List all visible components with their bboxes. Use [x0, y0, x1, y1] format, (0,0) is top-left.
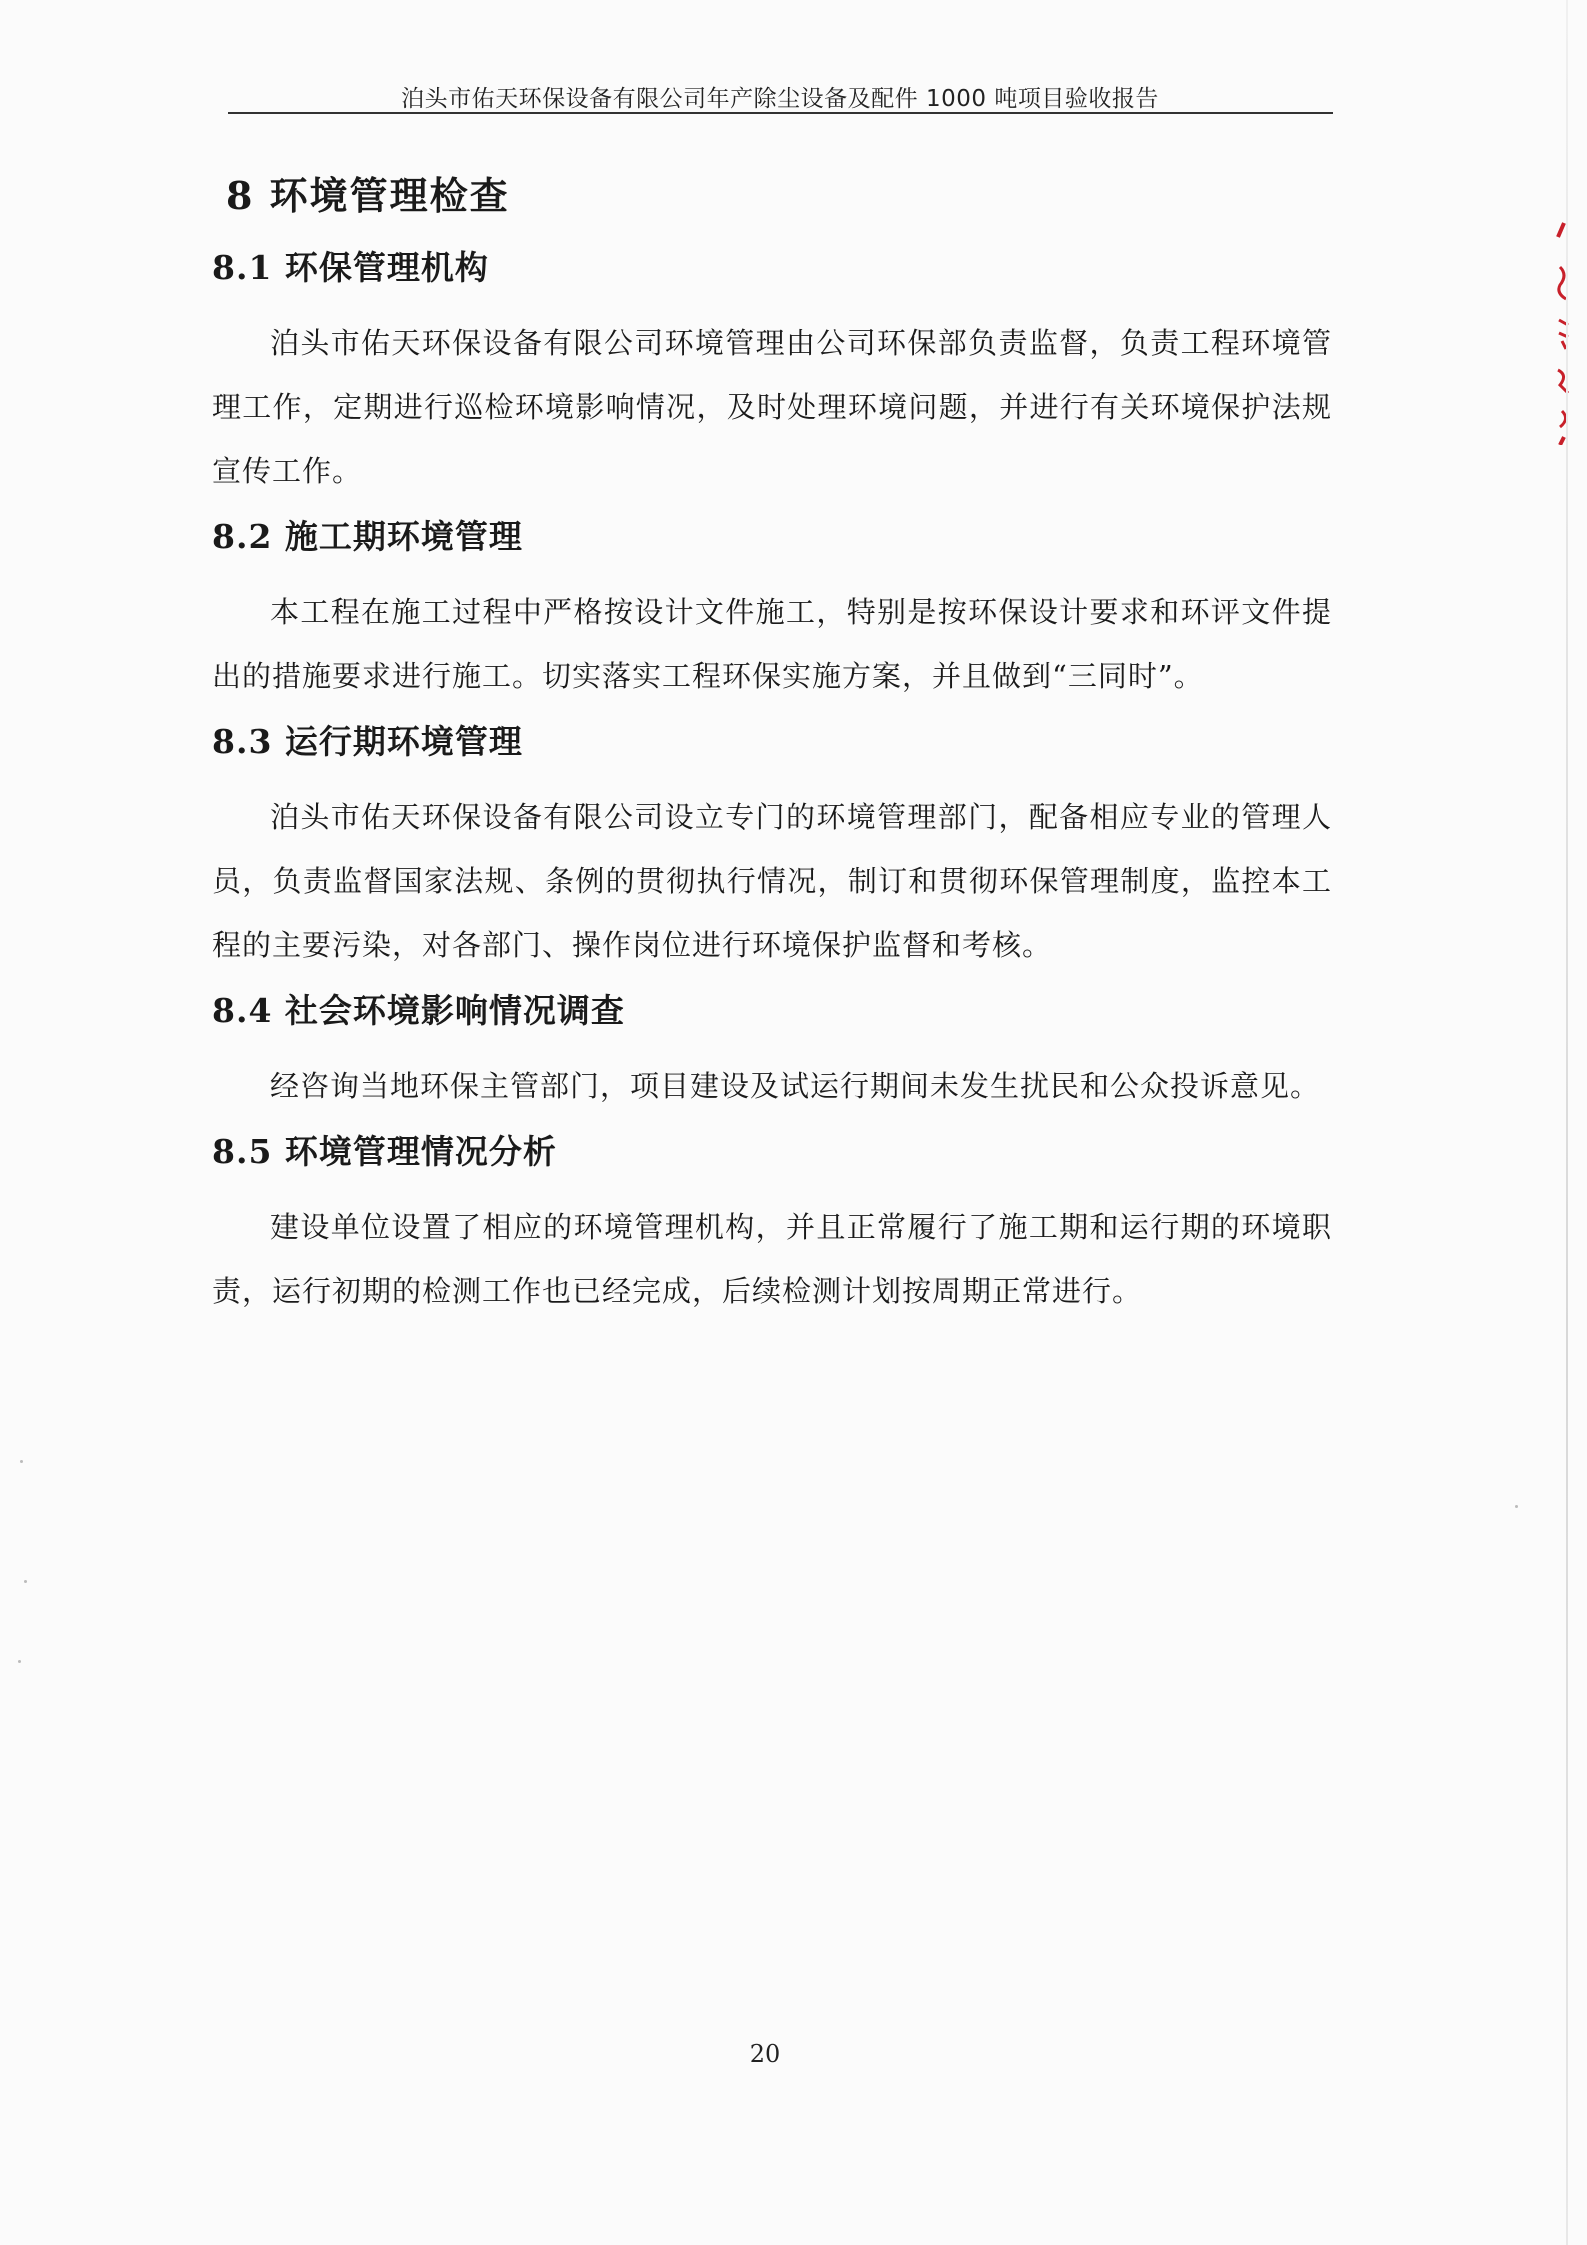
chapter-title: 8 环境管理检查	[226, 173, 510, 218]
section-heading: 8.2 施工期环境管理	[212, 517, 523, 556]
section-8-4	[212, 985, 1332, 1118]
section-8-5	[212, 1126, 1332, 1323]
scan-speck	[20, 1460, 23, 1463]
scan-speck	[1515, 1505, 1518, 1508]
section-paragraph: 本工程在施工过程中严格按设计文件施工，特别是按环保设计要求和环评文件提出的措施要求进行施工。切实落实工程环保实施方案，并且做到“三同时”。	[212, 595, 1332, 693]
section-paragraph: 泊头市佑天环保设备有限公司设立专门的环境管理部门，配备相应专业的管理人员，负责监督国家法规、条例的贯彻执行情况，制订和贯彻环保管理制度，监控本工程的主要污染，对各部门、操作岗位进行环境保护监督和考核。	[212, 800, 1332, 962]
section-paragraph: 建设单位设置了相应的环境管理机构，并且正常履行了施工期和运行期的环境职责，运行初期的检测工作也已经完成，后续检测计划按周期正常进行。	[212, 1210, 1332, 1308]
section-heading: 8.4 社会环境影响情况调查	[212, 991, 625, 1030]
section-8-3	[212, 716, 1332, 977]
section-paragraph: 经咨询当地环保主管部门，项目建设及试运行期间未发生扰民和公众投诉意见。	[270, 1069, 1321, 1103]
section-8-2	[212, 511, 1332, 708]
section-heading: 8.1 环保管理机构	[212, 248, 489, 287]
section-heading: 8.3 运行期环境管理	[212, 722, 523, 761]
section-8-1	[212, 242, 1332, 503]
section-heading: 8.5 环境管理情况分析	[212, 1132, 557, 1171]
page-content	[212, 165, 1332, 1331]
page-number: 20	[749, 2040, 781, 2068]
scan-speck	[24, 1580, 27, 1583]
seal-stamp-edge-icon	[1554, 215, 1572, 445]
scan-speck	[18, 1660, 21, 1663]
scan-edge	[1566, 0, 1568, 2245]
running-header: 泊头市佑天环保设备有限公司年产除尘设备及配件 1000 吨项目验收报告	[401, 86, 1159, 112]
header-rule	[228, 112, 1333, 114]
section-paragraph: 泊头市佑天环保设备有限公司环境管理由公司环保部负责监督，负责工程环境管理工作，定期进行巡检环境影响情况，及时处理环境问题，并进行有关环境保护法规宣传工作。	[212, 326, 1332, 488]
